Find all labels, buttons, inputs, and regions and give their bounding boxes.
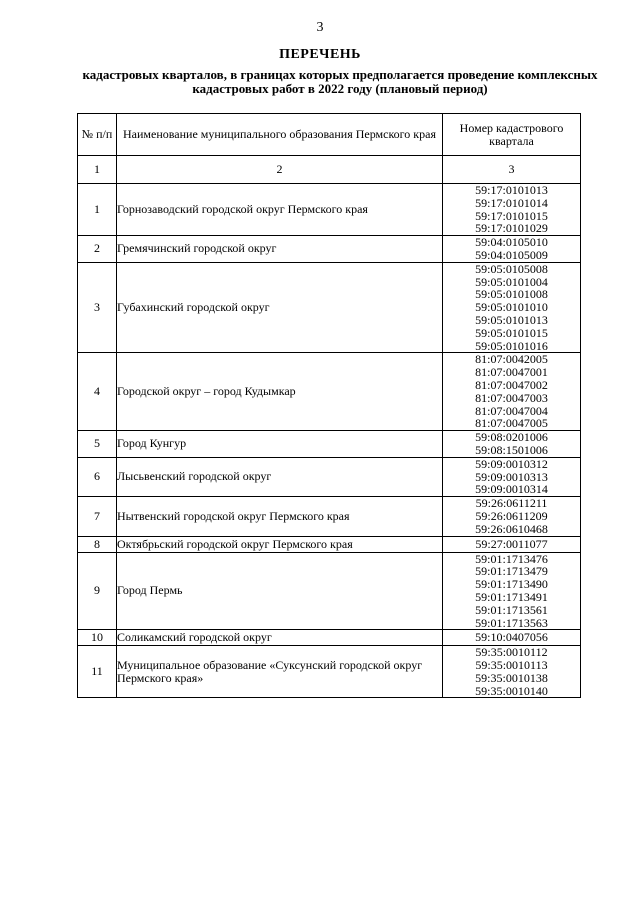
row-number: 7	[78, 497, 117, 536]
cadastral-number: 59:08:0201006	[475, 430, 548, 445]
cadastral-number: 81:07:0047001	[475, 365, 548, 380]
document-title: ПЕРЕЧЕНЬ	[279, 47, 361, 62]
municipality-name: Город Кунгур	[117, 431, 443, 458]
cadastral-number: 59:35:0010113	[475, 658, 548, 673]
cadastral-number: 59:01:1713561	[475, 602, 548, 617]
cadastral-number: 59:09:0010314	[475, 482, 548, 497]
cadastral-numbers-cell	[443, 431, 581, 458]
cadastral-number: 59:05:0101013	[475, 312, 548, 327]
page-number: 3	[316, 20, 324, 35]
cadastral-number: 59:35:0010138	[475, 670, 548, 685]
cadastral-number: 59:04:0105009	[475, 247, 548, 262]
cadastral-number: 59:17:0101014	[475, 195, 548, 210]
column-index-row	[78, 156, 581, 184]
table-row	[78, 236, 581, 263]
cadastral-number: 59:05:0101008	[475, 287, 548, 302]
municipality-name: Октябрьский городской округ Пермского края	[117, 536, 443, 552]
table-row	[78, 536, 581, 552]
header-number: № п/п	[78, 114, 117, 156]
cadastral-numbers-cell	[443, 353, 581, 431]
table-row	[78, 262, 581, 353]
municipality-name: Соликамский городской округ	[117, 630, 443, 646]
municipality-name: Горнозаводский городской округ Пермского края	[117, 184, 443, 236]
cadastral-number: 59:35:0010112	[475, 645, 548, 660]
table-row	[78, 457, 581, 496]
municipality-name: Губахинский городской округ	[117, 262, 443, 353]
table-row	[78, 353, 581, 431]
row-number: 11	[78, 646, 117, 698]
municipality-name: Городской округ – город Кудымкар	[117, 353, 443, 431]
municipality-name: Нытвенский городской округ Пермского края	[117, 497, 443, 536]
cadastral-number: 59:01:1713563	[475, 615, 548, 630]
municipality-name: Город Пермь	[117, 552, 443, 630]
cadastral-number: 59:09:0010313	[475, 469, 548, 484]
column-index: 2	[117, 156, 443, 184]
cadastral-number: 59:35:0010140	[475, 683, 548, 698]
cadastral-number: 81:07:0047004	[475, 403, 548, 418]
cadastral-number: 59:10:0407056	[475, 630, 548, 645]
municipality-name: Гремячинский городской округ	[117, 236, 443, 263]
table-row	[78, 431, 581, 458]
cadastral-number: 59:05:0101015	[475, 325, 548, 340]
cadastral-numbers-cell	[443, 497, 581, 536]
row-number: 9	[78, 552, 117, 630]
cadastral-numbers-cell	[443, 630, 581, 646]
cadastral-number: 59:27:0011077	[475, 536, 548, 551]
table-row	[78, 184, 581, 236]
cadastral-number: 59:04:0105010	[475, 235, 548, 250]
row-number: 6	[78, 457, 117, 496]
row-number: 1	[78, 184, 117, 236]
cadastral-number: 81:07:0042005	[475, 352, 548, 367]
cadastral-quarters-table	[77, 113, 581, 698]
row-number: 2	[78, 236, 117, 263]
cadastral-numbers-cell	[443, 457, 581, 496]
cadastral-number: 59:17:0101029	[475, 221, 548, 236]
municipality-name: Лысьвенский городской округ	[117, 457, 443, 496]
cadastral-number: 59:17:0101013	[475, 183, 548, 197]
table-row	[78, 630, 581, 646]
cadastral-number: 59:26:0611211	[475, 496, 548, 511]
row-number: 5	[78, 431, 117, 458]
table-row	[78, 552, 581, 630]
cadastral-numbers-cell	[443, 184, 581, 236]
cadastral-number: 59:01:1713491	[475, 589, 548, 604]
cadastral-number: 59:05:0105008	[475, 261, 548, 276]
header-municipality: Наименование муниципального образования Пермского края	[117, 114, 443, 156]
row-number: 10	[78, 630, 117, 646]
cadastral-numbers-cell	[443, 536, 581, 552]
cadastral-number: 59:05:0101004	[475, 274, 548, 289]
row-number: 8	[78, 536, 117, 552]
cadastral-number: 59:05:0101016	[475, 338, 548, 353]
municipality-name: Муниципальное образование «Суксунский городской округ Пермского края»	[117, 646, 443, 698]
table-row	[78, 646, 581, 698]
cadastral-number: 59:05:0101010	[475, 300, 548, 315]
document-subtitle: кадастровых кварталов, в границах которых предполагается проведение комплексных кадастровых работ в 2022 году (плановый период)	[82, 67, 598, 96]
cadastral-number: 81:07:0047005	[475, 416, 548, 431]
cadastral-number: 59:26:0610468	[475, 521, 548, 536]
table-header-row	[78, 114, 581, 156]
cadastral-number: 59:01:1713490	[475, 577, 548, 592]
cadastral-number: 59:01:1713476	[475, 551, 548, 566]
column-index: 3	[443, 156, 581, 184]
column-index: 1	[78, 156, 117, 184]
cadastral-numbers-cell	[443, 646, 581, 698]
header-cadastral-number: Номер кадастрового квартала	[443, 114, 581, 156]
cadastral-number: 59:09:0010312	[475, 456, 548, 471]
cadastral-number: 81:07:0047002	[475, 377, 548, 392]
cadastral-number: 59:26:0611209	[475, 508, 548, 523]
cadastral-number: 59:17:0101015	[475, 208, 548, 223]
cadastral-numbers-cell	[443, 552, 581, 630]
cadastral-numbers-cell	[443, 236, 581, 263]
cadastral-numbers-cell	[443, 262, 581, 353]
table-row	[78, 497, 581, 536]
cadastral-number: 59:08:1501006	[475, 442, 548, 457]
row-number: 4	[78, 353, 117, 431]
row-number: 3	[78, 262, 117, 353]
cadastral-number: 81:07:0047003	[475, 390, 548, 405]
cadastral-number: 59:01:1713479	[475, 564, 548, 579]
